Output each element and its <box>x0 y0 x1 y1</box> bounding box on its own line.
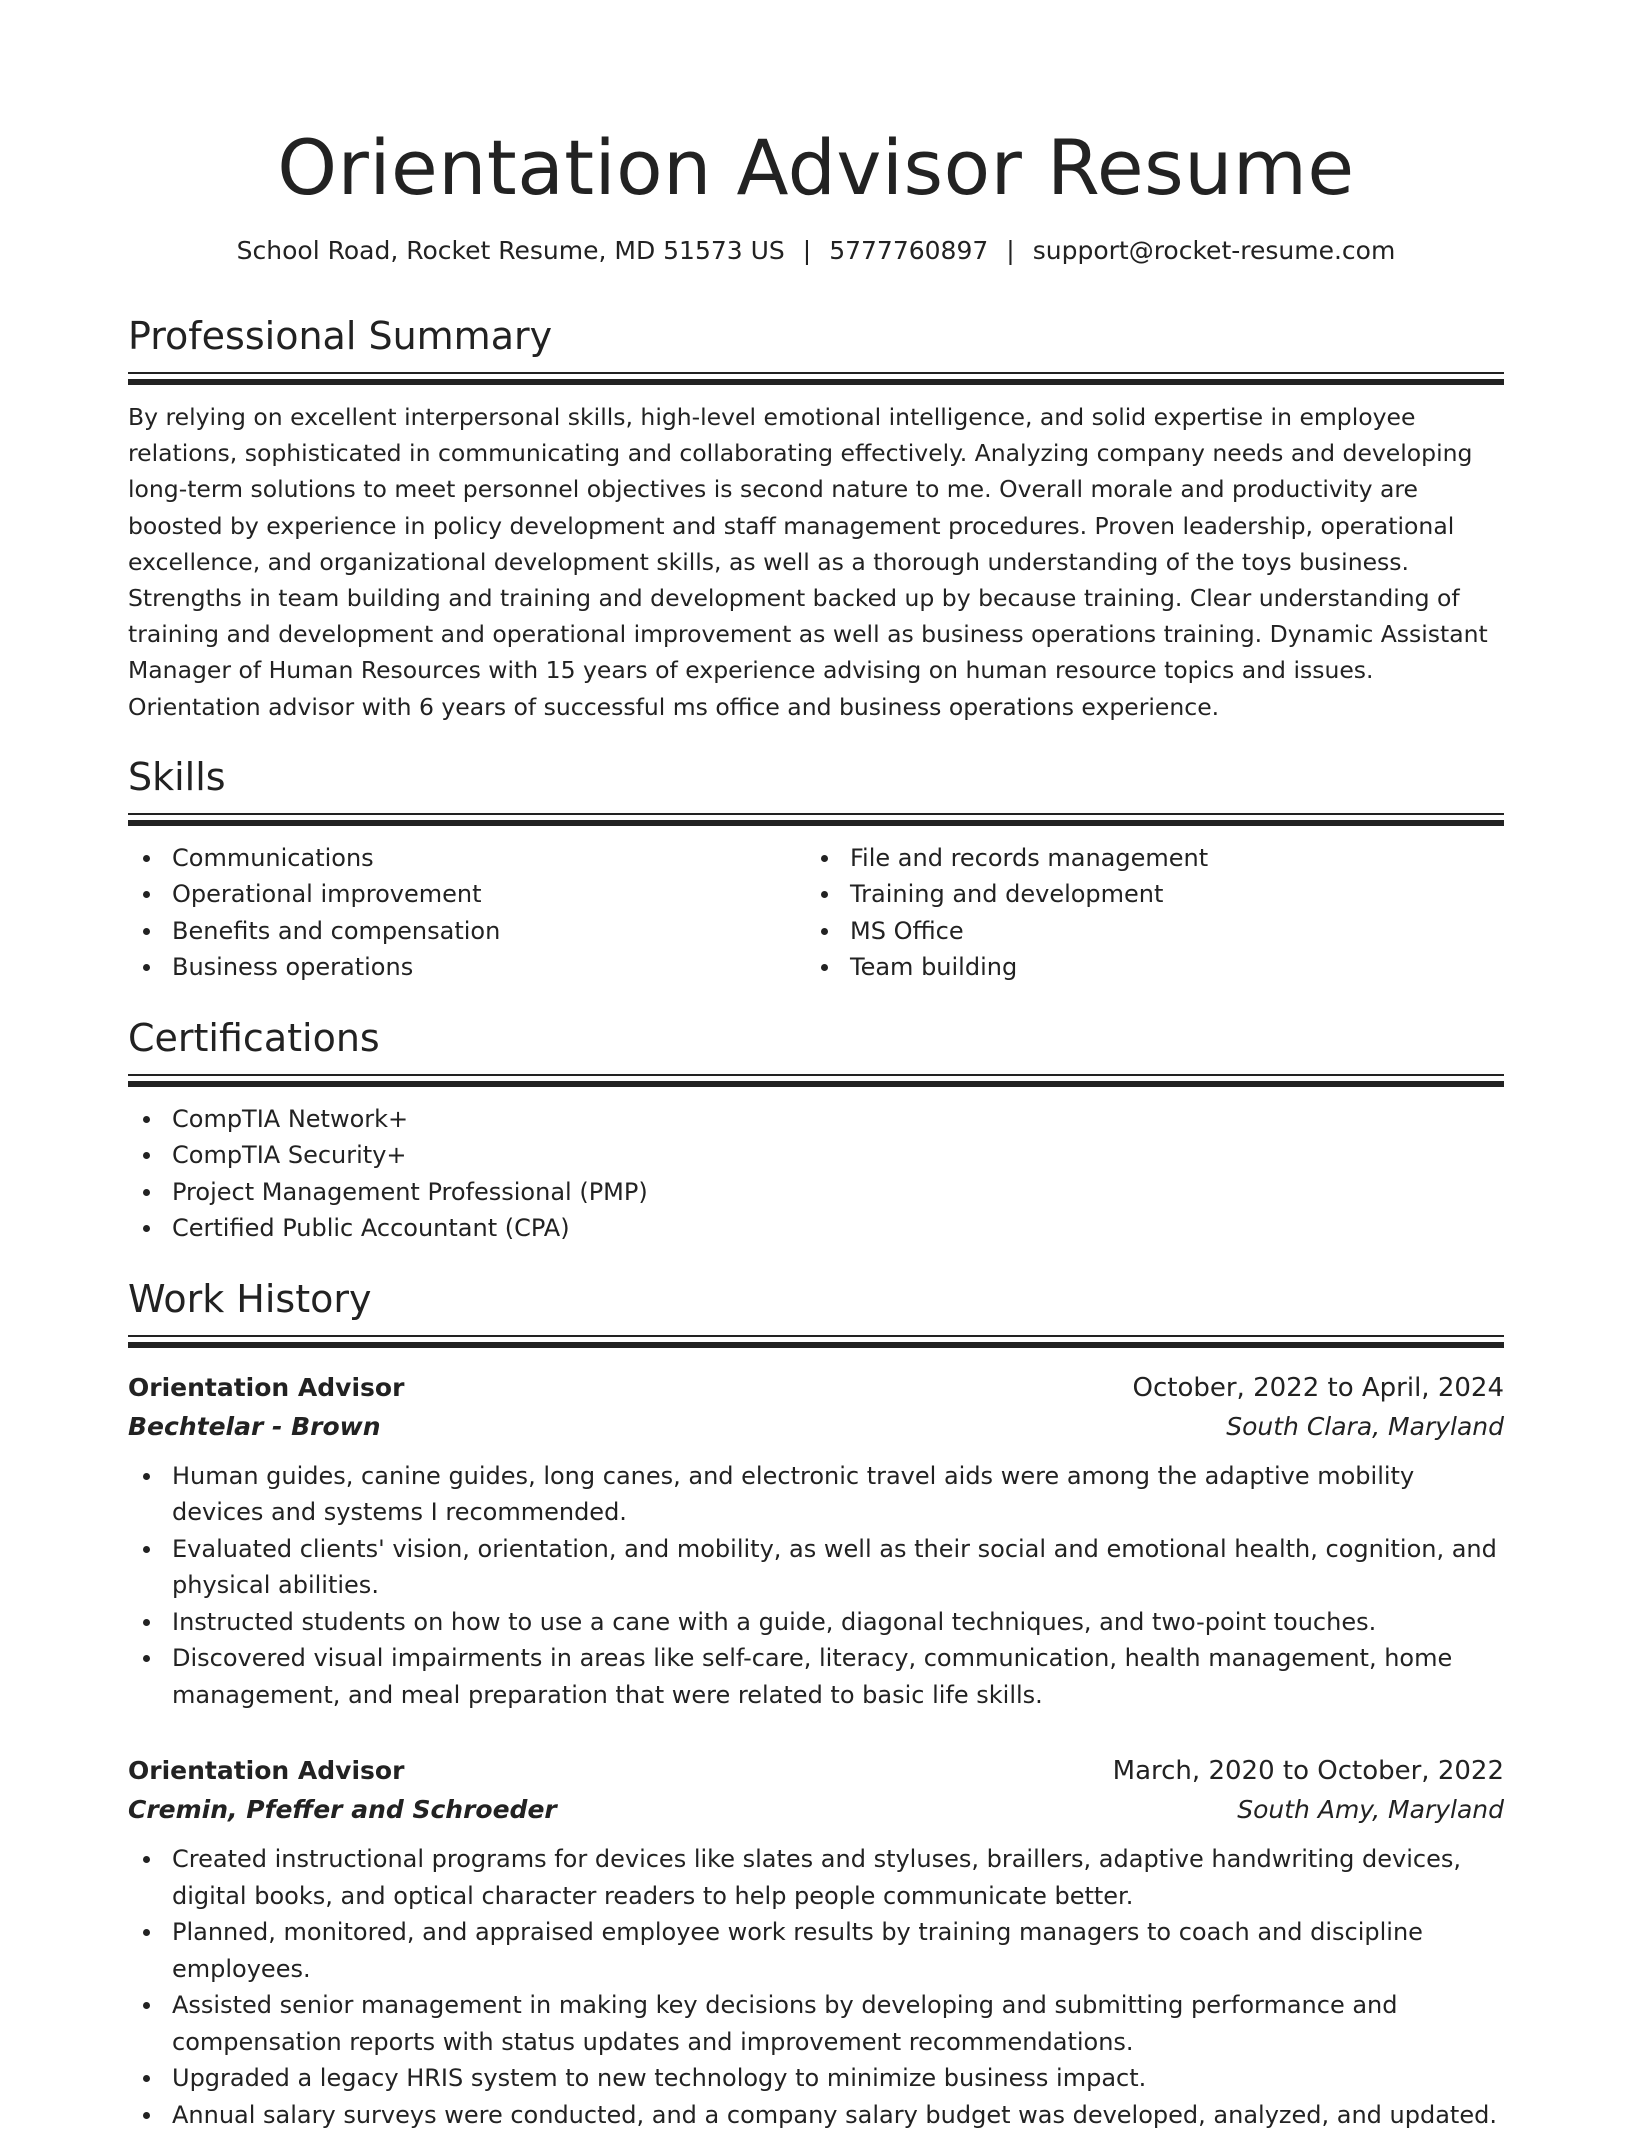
contact-address: School Road, Rocket Resume, MD 51573 US <box>236 236 785 265</box>
job-bullets <box>128 1841 1504 2133</box>
summary-section <box>128 312 1504 725</box>
skill-item: Operational improvement <box>128 876 806 913</box>
job-title: Orientation Advisor <box>128 1756 405 1786</box>
contact-separator: | <box>802 236 812 265</box>
job-entry <box>128 1368 1504 1714</box>
resume-title: Orientation Advisor Resume <box>277 123 1355 212</box>
skill-item: Training and development <box>806 876 1484 913</box>
resume-content <box>128 118 1504 2133</box>
job-location: South Clara, Maryland <box>1226 1411 1504 1441</box>
skills-section <box>128 753 1504 986</box>
work-history-section <box>128 1275 1504 2133</box>
certification-item: Certified Public Accountant (CPA) <box>128 1210 1504 1247</box>
job-entry <box>128 1751 1504 2133</box>
skill-item: Communications <box>128 840 806 877</box>
contact-email[interactable]: support@rocket-resume.com <box>1032 236 1396 265</box>
job-bullet: Instructed students on how to use a cane with a guide, diagonal techniques, and two-point touches. <box>128 1604 1504 1641</box>
certifications-section <box>128 1014 1504 1247</box>
section-rule <box>128 1081 1504 1087</box>
job-bullet: Discovered visual impairments in areas like self-care, literacy, communication, health management, home management, and meal preparation that were related to basic life skills. <box>128 1640 1504 1713</box>
job-bullet: Evaluated clients' vision, orientation, and mobility, as well as their social and emotional health, cognition, and physical abilities. <box>128 1531 1504 1604</box>
job-dates: March, 2020 to October, 2022 <box>1112 1756 1504 1787</box>
summary-text: By relying on excellent interpersonal skills, high-level emotional intelligence, and solid expertise in employee relations, sophisticated in communicating and collaborating effectively. Analyzing company needs and developing long-term solutions to meet personnel objectives is second nature to me. Overall morale and productivity are boosted by experience in policy development and staff management procedures. Proven leadership, operational excellence, and organizational development skills, as well as a thorough understanding of the toys business. Strengths in team building and training and development backed up by because training. Clear understanding of training and development and operational improvement as well as business operations training. Dynamic Assistant Manager of Human Resources with 15 years of experience advising on human resource topics and issues. Orientation advisor with 6 years of successful ms office and business operations experience. <box>128 403 1488 721</box>
skill-item: MS Office <box>806 913 1484 950</box>
summary-heading: Professional Summary <box>128 314 553 358</box>
job-bullets <box>128 1458 1504 1714</box>
section-rule <box>128 820 1504 826</box>
contact-phone: 5777760897 <box>829 236 989 265</box>
certification-item: Project Management Professional (PMP) <box>128 1174 1504 1211</box>
certification-item: CompTIA Network+ <box>128 1101 1504 1138</box>
job-bullet: Created instructional programs for devices like slates and styluses, braillers, adaptive handwriting devices, digital books, and optical character readers to help people communicate better. <box>128 1841 1504 1914</box>
certification-item: CompTIA Security+ <box>128 1137 1504 1174</box>
job-bullet: Assisted senior management in making key decisions by developing and submitting performance and compensation reports with status updates and improvement recommendations. <box>128 1987 1504 2060</box>
job-location: South Amy, Maryland <box>1237 1795 1504 1825</box>
section-rule <box>128 379 1504 385</box>
contact-line <box>128 234 1504 268</box>
job-bullet: Annual salary surveys were conducted, and a company salary budget was developed, analyzed, and updated. <box>128 2097 1504 2133</box>
skills-heading: Skills <box>128 754 226 799</box>
job-company: Cremin, Pfeffer and Schroeder <box>128 1795 557 1825</box>
skill-item: Business operations <box>128 949 806 986</box>
skill-item: Benefits and compensation <box>128 913 806 950</box>
job-dates: October, 2022 to April, 2024 <box>1132 1372 1504 1403</box>
skill-item: File and records management <box>806 840 1484 877</box>
skills-list-right <box>806 840 1484 986</box>
job-bullet: Human guides, canine guides, long canes, and electronic travel aids were among the adaptive mobility devices and systems I recommended. <box>128 1458 1504 1531</box>
skills-list-left <box>128 840 806 986</box>
job-bullet: Planned, monitored, and appraised employee work results by training managers to coach and discipline employees. <box>128 1914 1504 1987</box>
contact-separator: | <box>1006 236 1015 265</box>
job-company: Bechtelar - Brown <box>128 1411 381 1441</box>
section-rule <box>128 1342 1504 1348</box>
skill-item: Team building <box>806 949 1484 986</box>
work-history-heading: Work History <box>128 1276 372 1321</box>
job-title: Orientation Advisor <box>128 1372 405 1402</box>
certifications-list <box>128 1101 1504 1247</box>
certifications-heading: Certifications <box>128 1015 380 1060</box>
job-bullet: Upgraded a legacy HRIS system to new technology to minimize business impact. <box>128 2060 1504 2097</box>
